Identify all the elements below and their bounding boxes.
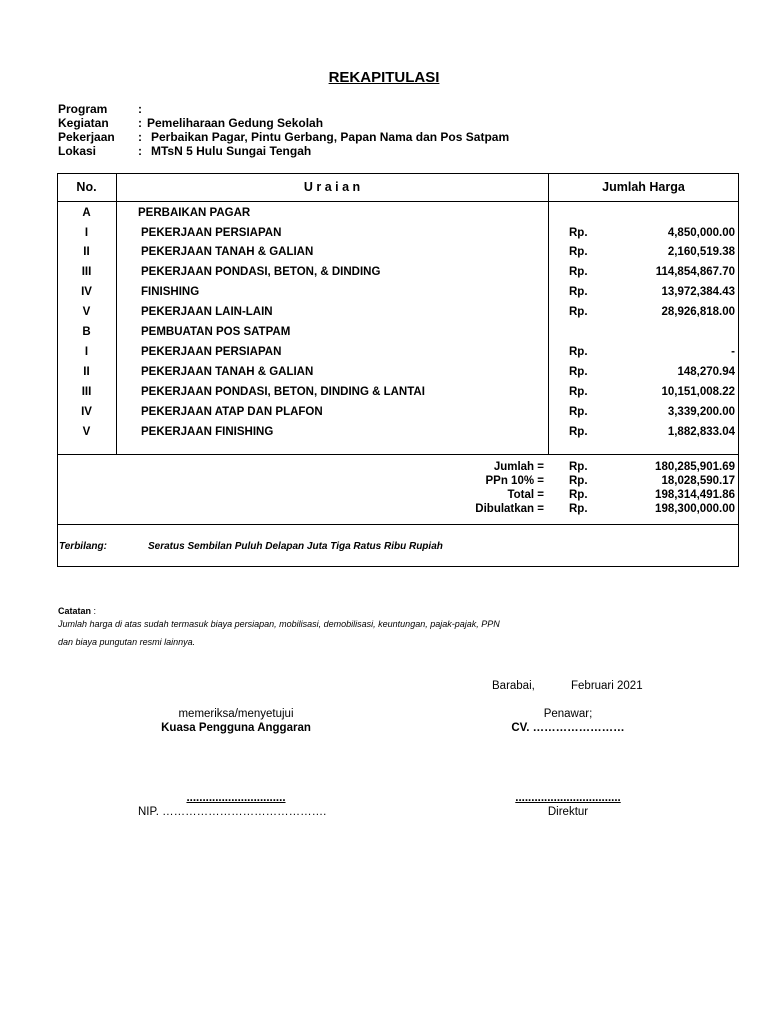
header-jumlah-harga: Jumlah Harga	[602, 180, 685, 194]
signature-right-role: Penawar;	[543, 708, 593, 720]
row-currency: Rp.	[569, 246, 588, 258]
row-desc: PEKERJAAN PERSIAPAN	[141, 227, 282, 239]
summary-amount-jumlah: 180,285,901.69	[655, 461, 735, 473]
row-amount: 148,270.94	[677, 366, 735, 378]
signature-right-position: Direktur	[547, 806, 589, 818]
row-desc: PEKERJAAN TANAH & GALIAN	[141, 366, 314, 378]
row-no: II	[83, 246, 90, 258]
col-divider-no	[116, 173, 117, 454]
signature-left-name: ...............................	[186, 792, 286, 804]
summary-amount-total: 198,314,491.86	[655, 489, 735, 501]
catatan-line-1: Jumlah harga di atas sudah termasuk biaya persiapan, mobilisasi, demobilisasi, keuntungan, pajak-pajak, PPN	[58, 619, 500, 629]
row-amount: -	[731, 346, 735, 358]
row-currency: Rp.	[569, 426, 588, 438]
row-amount: 13,972,384.43	[661, 286, 735, 298]
col-divider-uraian	[548, 173, 549, 454]
summary-label-dibulatkan: Dibulatkan =	[475, 503, 544, 515]
row-currency: Rp.	[569, 266, 588, 278]
summary-label-jumlah: Jumlah =	[493, 461, 544, 473]
summary-label-total: Total =	[507, 489, 544, 501]
info-label-program: Program	[58, 102, 108, 116]
terbilang-text: Seratus Sembilan Puluh Delapan Juta Tiga Ratus Ribu Rupiah	[148, 541, 443, 552]
header-uraian: U r a i a n	[303, 180, 361, 194]
summary-divider	[57, 524, 739, 525]
row-desc: PEKERJAAN PERSIAPAN	[141, 346, 282, 358]
signature-right-name: .................................	[515, 792, 621, 804]
row-amount: 10,151,008.22	[661, 386, 735, 398]
info-colon-program: :	[138, 102, 142, 116]
signature-left-nip: NIP. …………………………………….	[138, 806, 327, 818]
row-no: I	[84, 227, 89, 239]
signature-left-role: memeriksa/menyetujui	[178, 708, 294, 720]
terbilang-label: Terbilang:	[59, 541, 107, 552]
row-no: I	[84, 346, 89, 358]
row-desc: PEKERJAAN LAIN-LAIN	[141, 306, 273, 318]
info-label-pekerjaan: Pekerjaan	[58, 130, 115, 144]
row-no: A	[82, 207, 91, 219]
row-desc: PEKERJAAN PONDASI, BETON, DINDING & LANTAI	[141, 386, 425, 398]
row-desc: PERBAIKAN PAGAR	[138, 207, 251, 219]
row-desc: PEKERJAAN PONDASI, BETON, & DINDING	[141, 266, 381, 278]
catatan-heading	[58, 601, 96, 619]
body-divider	[57, 454, 739, 455]
row-currency: Rp.	[569, 366, 588, 378]
info-value-pekerjaan: Perbaikan Pagar, Pintu Gerbang, Papan Nama dan Pos Satpam	[151, 130, 510, 144]
row-desc: PEKERJAAN ATAP DAN PLAFON	[141, 406, 323, 418]
row-desc: PEKERJAAN FINISHING	[141, 426, 274, 438]
summary-amount-dibulatkan: 198,300,000.00	[655, 503, 735, 515]
row-no: IV	[81, 406, 92, 418]
row-amount: 4,850,000.00	[667, 227, 735, 239]
summary-currency: Rp.	[569, 461, 588, 473]
header-no: No.	[76, 180, 97, 194]
info-value-kegiatan: Pemeliharaan Gedung Sekolah	[147, 116, 324, 130]
info-colon-lokasi: :	[138, 144, 142, 158]
row-currency: Rp.	[569, 346, 588, 358]
info-value-lokasi: MTsN 5 Hulu Sungai Tengah	[151, 144, 312, 158]
header-divider	[57, 201, 739, 202]
summary-currency: Rp.	[569, 475, 588, 487]
summary-label-ppn: PPn 10% =	[485, 475, 544, 487]
signature-left-title: Kuasa Pengguna Anggaran	[161, 722, 311, 734]
row-desc: FINISHING	[141, 286, 200, 298]
summary-amount-ppn: 18,028,590.17	[661, 475, 735, 487]
row-currency: Rp.	[569, 386, 588, 398]
row-desc: PEMBUATAN POS SATPAM	[141, 326, 291, 338]
info-label-kegiatan: Kegiatan	[58, 116, 109, 130]
row-currency: Rp.	[569, 306, 588, 318]
signature-place: Barabai,	[492, 680, 535, 692]
row-currency: Rp.	[569, 227, 588, 239]
row-no: III	[81, 266, 92, 278]
row-no: V	[82, 426, 91, 438]
row-amount: 1,882,833.04	[667, 426, 735, 438]
row-amount: 3,339,200.00	[667, 406, 735, 418]
signature-right-company: CV. ……………………	[511, 722, 625, 734]
catatan-line-2: dan biaya pungutan resmi lainnya.	[58, 637, 196, 647]
row-amount: 114,854,867.70	[655, 266, 735, 278]
row-no: III	[81, 386, 92, 398]
row-desc: PEKERJAAN TANAH & GALIAN	[141, 246, 314, 258]
row-no: B	[82, 326, 91, 338]
catatan-label: Catatan	[58, 606, 92, 616]
row-no: IV	[81, 286, 92, 298]
row-no: V	[82, 306, 91, 318]
row-amount: 2,160,519.38	[667, 246, 735, 258]
info-colon-pekerjaan: :	[138, 130, 142, 144]
document-title: REKAPITULASI	[328, 69, 440, 86]
summary-currency: Rp.	[569, 503, 588, 515]
row-amount: 28,926,818.00	[661, 306, 735, 318]
info-colon-kegiatan: :	[138, 116, 142, 130]
row-currency: Rp.	[569, 286, 588, 298]
row-currency: Rp.	[569, 406, 588, 418]
signature-date: Februari 2021	[571, 680, 643, 692]
row-no: II	[83, 366, 90, 378]
catatan-colon: :	[91, 606, 97, 616]
summary-currency: Rp.	[569, 489, 588, 501]
info-label-lokasi: Lokasi	[58, 144, 97, 158]
